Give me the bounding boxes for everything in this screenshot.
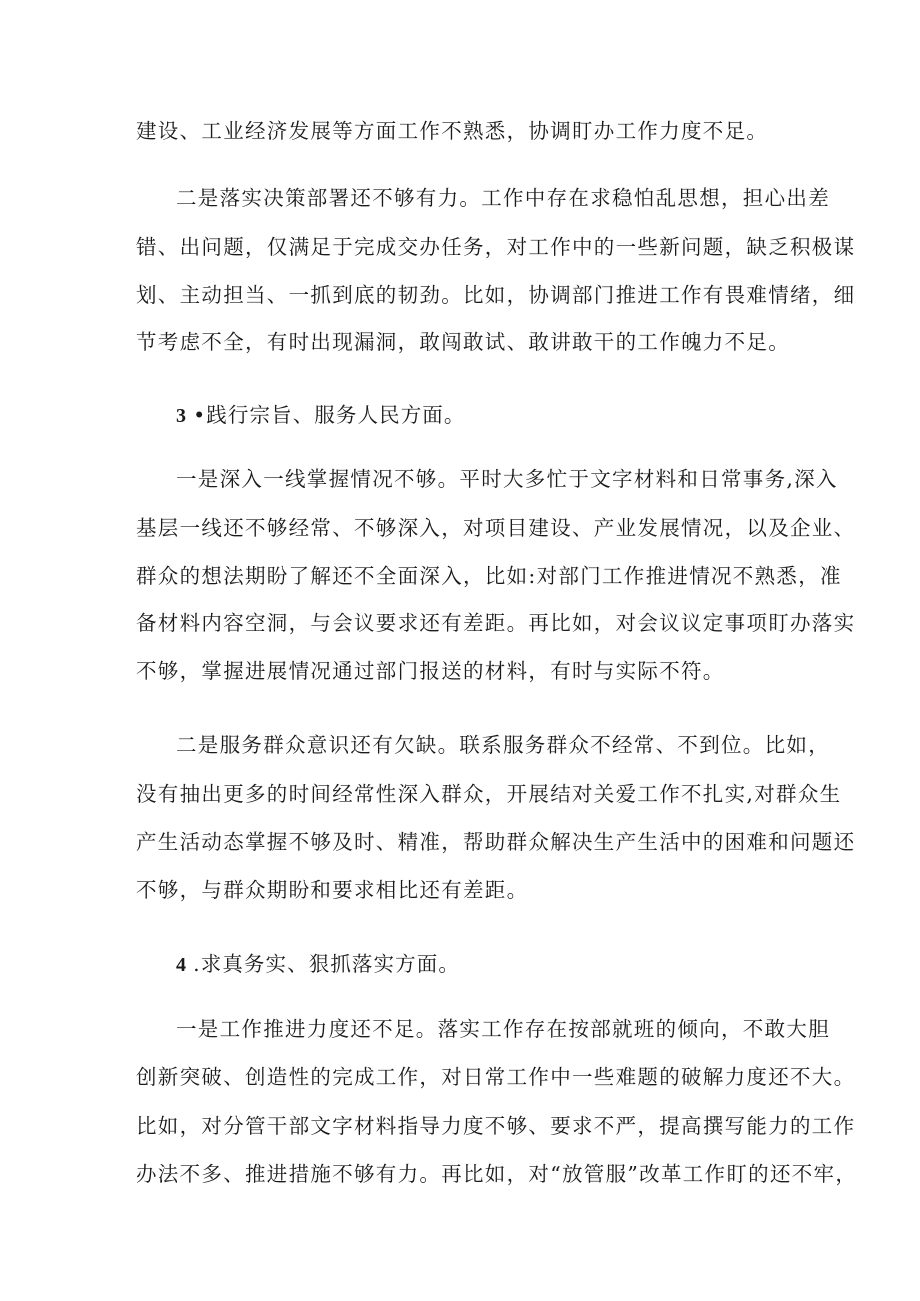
paragraph-5-line-2: 创新突破、创造性的完成工作，对日常工作中一些难题的破解力度还不大。 bbox=[136, 1065, 856, 1089]
section-heading-4-text: .求真务实、狠抓落实方面。 bbox=[193, 952, 460, 976]
paragraph-5-line-4: 办法不多、推进措施不够有力。再比如，对“放管服”改革工作盯的还不牢， bbox=[136, 1162, 858, 1186]
paragraph-3-line-3: 群众的想法期盼了解还不全面深入，比如:对部门工作推进情况不熟悉，准 bbox=[136, 564, 842, 588]
paragraph-4-line-4: 不够，与群众期盼和要求相比还有差距。 bbox=[136, 878, 529, 902]
section-heading-4-number: 4 bbox=[176, 954, 188, 976]
section-heading-3 bbox=[176, 405, 466, 426]
paragraph-3-line-2: 基层一线还不够经常、不够深入，对项目建设、产业发展情况，以及企业、 bbox=[136, 516, 856, 540]
section-heading-3-text: •践行宗旨、服务人民方面。 bbox=[193, 403, 466, 427]
paragraph-3-line-4: 备材料内容空洞，与会议要求还有差距。再比如，对会议议定事项盯办落实 bbox=[136, 611, 856, 635]
section-heading-4 bbox=[176, 954, 460, 975]
paragraph-2-line-3: 划、主动担当、一抓到底的韧劲。比如，协调部门推进工作有畏难情绪，细 bbox=[136, 283, 856, 307]
paragraph-4-line-2: 没有抽出更多的时间经常性深入群众，开展结对关爱工作不扎实,对群众生 bbox=[136, 782, 842, 806]
paragraph-4-line-1: 二是服务群众意识还有欠缺。联系服务群众不经常、不到位。比如， bbox=[176, 733, 830, 757]
paragraph-5-line-3: 比如，对分管干部文字材料指导力度不够、要求不严，提高撰写能力的工作 bbox=[136, 1114, 856, 1138]
paragraph-2-line-4: 节考虑不全，有时出现漏洞，敢闯敢试、敢讲敢干的工作魄力不足。 bbox=[136, 330, 790, 354]
paragraph-2-line-1: 二是落实决策部署还不够有力。工作中存在求稳怕乱思想，担心出差 bbox=[176, 186, 830, 210]
paragraph-4-line-3: 产生活动态掌握不够及时、精准，帮助群众解决生产生活中的困难和问题还 bbox=[136, 830, 856, 854]
paragraph-1-line-1: 建设、工业经济发展等方面工作不熟悉，协调盯办工作力度不足。 bbox=[136, 119, 769, 143]
paragraph-3-line-1: 一是深入一线掌握情况不够。平时大多忙于文字材料和日常事务,深入 bbox=[176, 467, 838, 491]
paragraph-5-line-1: 一是工作推进力度还不足。落实工作存在按部就班的倾向，不敢大胆 bbox=[176, 1017, 830, 1041]
paragraph-3-line-5: 不够，掌握进展情况通过部门报送的材料，有时与实际不符。 bbox=[136, 659, 725, 683]
paragraph-2-line-2: 错、出问题，仅满足于完成交办任务，对工作中的一些新问题，缺乏积极谋 bbox=[136, 235, 856, 259]
section-heading-3-number: 3 bbox=[176, 405, 188, 427]
